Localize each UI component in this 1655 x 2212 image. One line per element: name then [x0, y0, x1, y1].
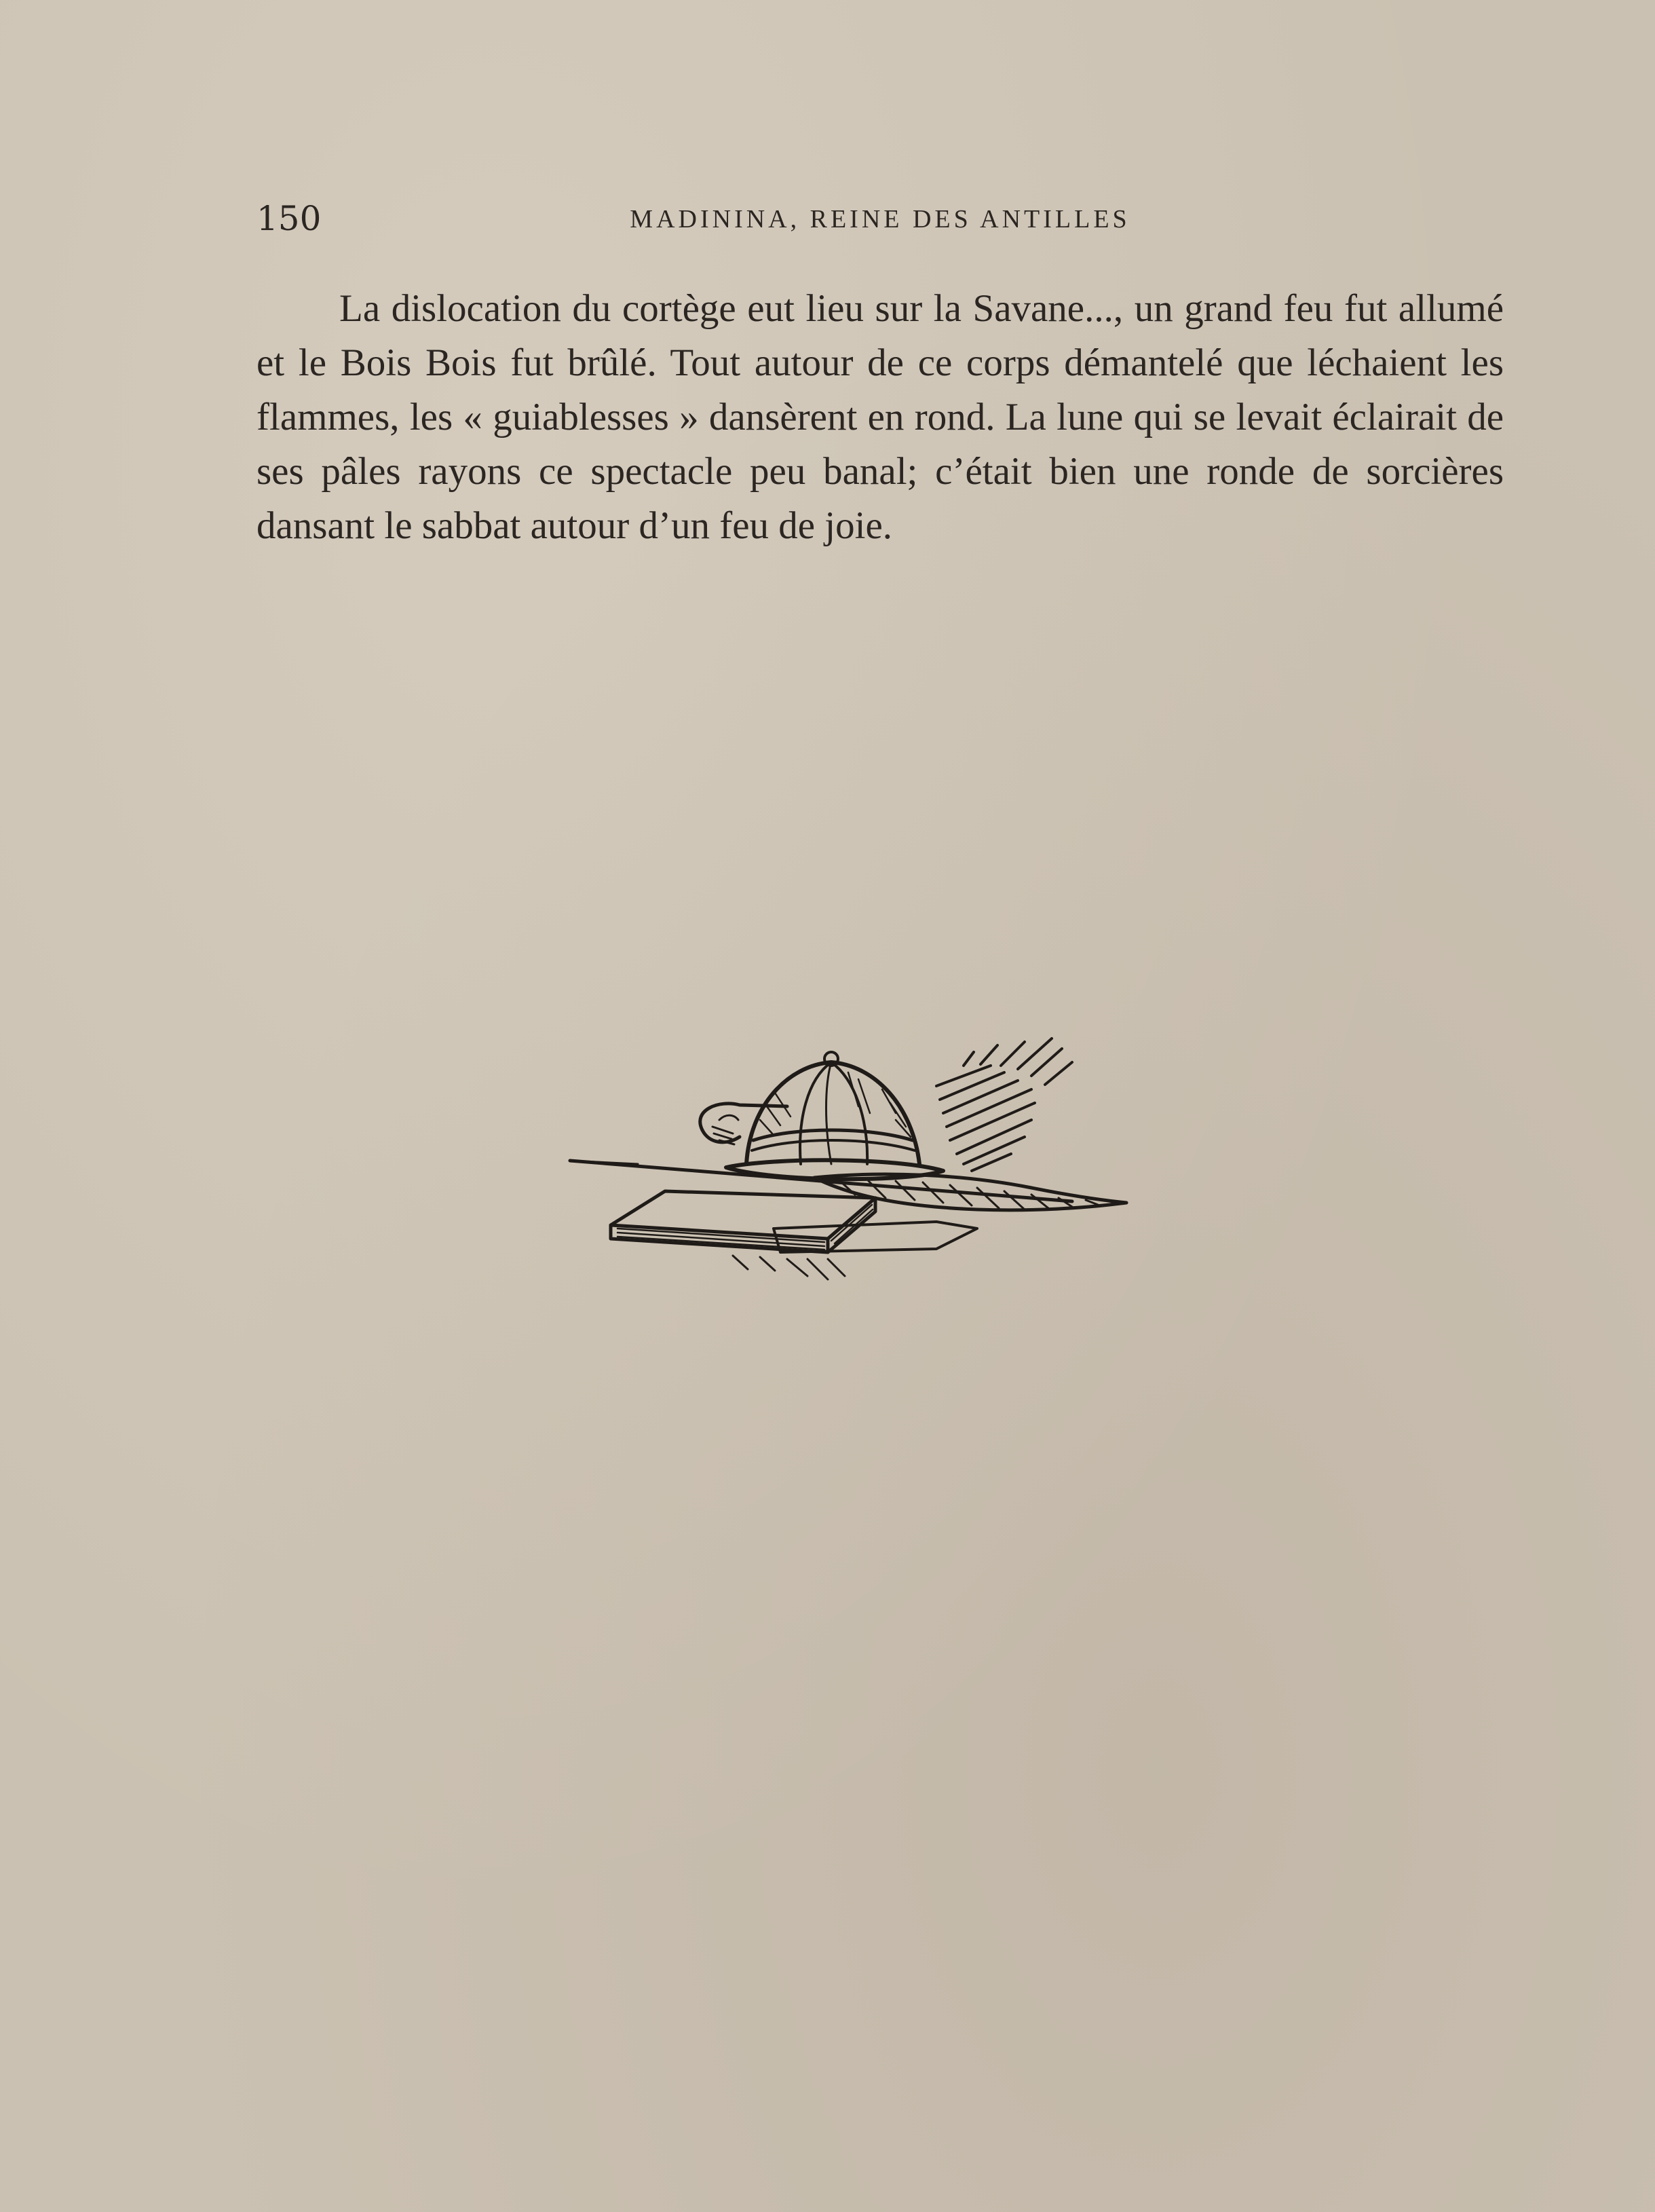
body-paragraph: La dislocation du cortège eut lieu sur la Savane..., un grand feu fut allumé et le Bois Bois fut brûlé. Tout autour de ce corps démantelé que léchaient les flammes, les « guiablesses » dansèrent en rond. La lune qui se levait éclairait de ses pâles rayons ce spectacle peu banal; c’était bien une ronde de sorcières dansant le sabbat autour d’un feu de joie. [256, 287, 1504, 547]
running-title: MADININA, REINE DES ANTILLES [630, 205, 1130, 233]
running-head [256, 198, 1504, 239]
pith-helmet-quill-book-vignette-icon [556, 1025, 1208, 1337]
page-number: 150 [256, 199, 322, 238]
